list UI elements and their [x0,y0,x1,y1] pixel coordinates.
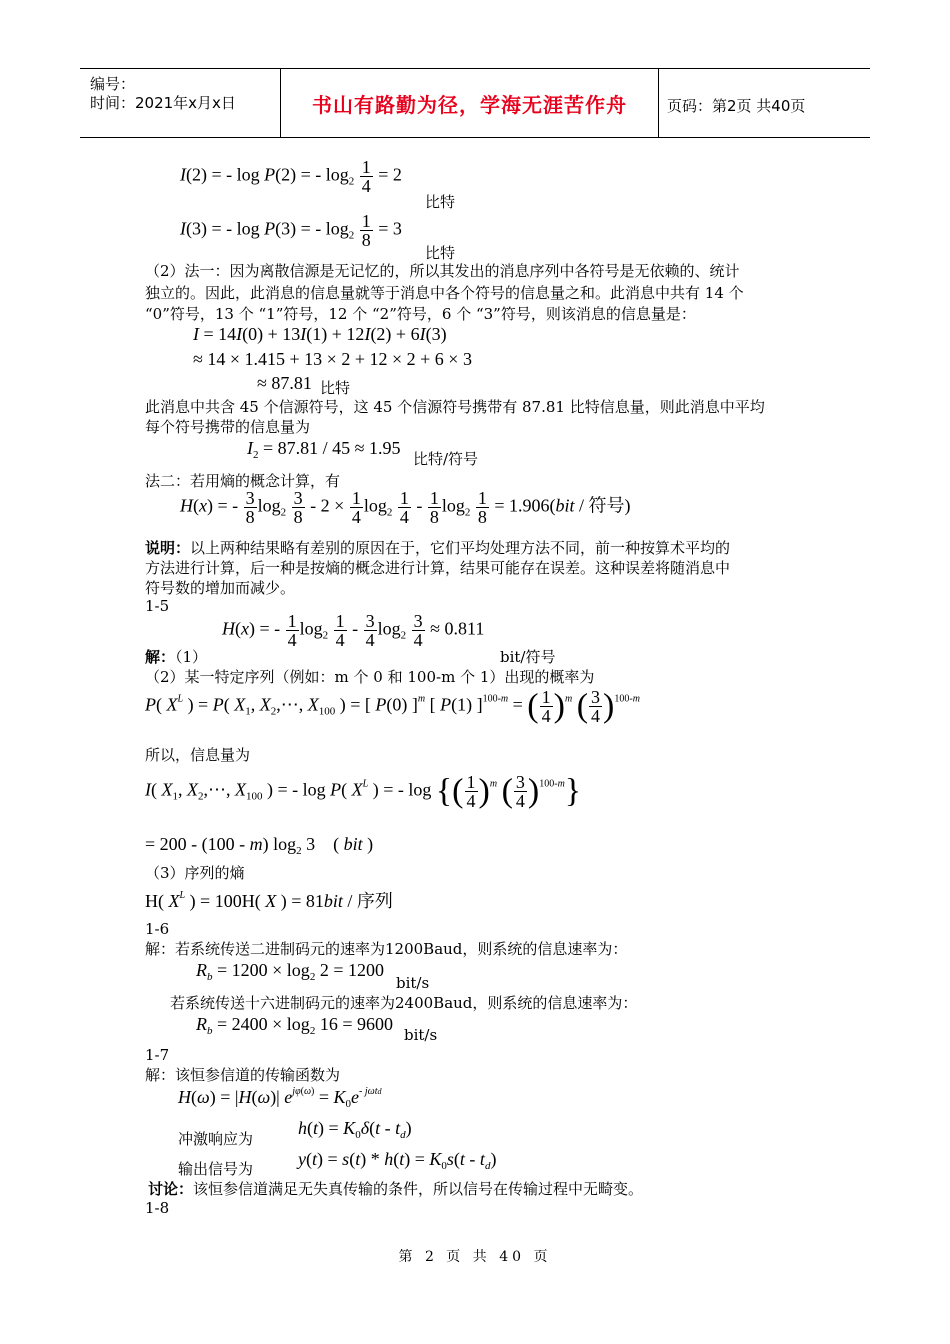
paragraph-line: （2）法一：因为离散信源是无记忆的，所以其发出的消息序列中各符号是无依赖的、统计 [145,262,740,280]
equation-entropy-15: H(x) = - $\frac{1}{4}$ $\log_2$ $\frac{1}{4}$ - $\frac{3}{4}$ $\log_2$ $\frac{3}{4}$ ≈ 0.811 [222,611,485,650]
code-label: 编号： [90,75,136,93]
note-line [145,539,730,557]
equation-total-info: I = 14I(0) + 13I(1) + 12I(2) + 6I(3) [193,324,447,344]
header-right-cell [659,69,870,137]
discussion-line [148,1180,643,1198]
section-number: 1-5 [145,597,170,615]
header-center-cell [281,69,659,137]
unit-bit-2: 比特 [425,244,456,262]
paragraph-line: 解：该恒参信道的传输函数为 [145,1066,341,1084]
equation-output-signal: $y(t) = s(t) * h(t) = K_0s(t - t_d)$ [298,1149,497,1172]
unit-bit-s-1: bit/s [396,974,430,992]
equation-sequence-info-result: = 200 - (100 - m) $\log_2 3$ ( bit ) [145,834,374,857]
discussion-text: 该恒参信道满足无失真传输的条件，所以信号在传输过程中无畸变。 [193,1180,644,1198]
note-line: 方法进行计算，后一种是按熵的概念进行计算，结果可能存在误差。这种误差将随消息中 [145,559,731,577]
equation-rate-hex: $R_b = 2400 \times \log_2 16 = 9600$ [196,1014,393,1037]
note-text: 以上两种结果略有差别的原因在于，它们平均处理方法不同，前一种按算术平均的 [190,539,731,557]
unit-bit-per-symbol: 比特/符号 [413,450,479,468]
paragraph-line: 解：若系统传送二进制码元的速率为1200Baud，则系统的信息速率为： [145,940,628,958]
paragraph-line: （3）序列的熵 [145,864,245,882]
discussion-label: 讨论： [148,1180,194,1198]
page-info: 页码：第2页 共40页 [667,97,806,115]
equation-avg-info: $I_2 = 87.81 / 45 \approx 1.95$ [247,438,401,461]
unit-bit-s-2: bit/s [404,1026,438,1044]
header-left-cell [80,69,281,137]
header-motto: 书山有路勤为径，学海无涯苦作舟 [312,93,627,117]
note-line: 符号数的增加而减少。 [145,579,296,597]
equation-rate-binary: $R_b = 1200 \times \log_2 2 = 1200$ [196,960,384,983]
note-label: 说明： [145,539,191,557]
time-label: 时间：2021年x月x日 [90,94,236,112]
paragraph-line: 独立的。因此，此消息的信息量就等于消息中各个符号的信息量之和。此消息中共有 14 个 [145,284,744,302]
page-header [80,68,870,138]
solution-part-1: （1） [175,648,208,666]
impulse-label: 冲激响应为 [178,1130,254,1148]
paragraph-line: 每个符号携带的信息量为 [145,418,311,436]
equation-transfer-function: H(ω) = |H(ω)| $e^{j\varphi(\omega)} = K_0e^{- j\omega td}$ [178,1086,382,1110]
equation-total-info-expanded: ≈ 14 × 1.415 + 13 × 2 + 12 × 2 + 6 × 3 [193,349,472,369]
page-footer: 第 2 页 共 40 页 [398,1249,552,1265]
unit-bit-1: 比特 [425,193,456,211]
section-number: 1-8 [145,1199,170,1217]
equation-sequence-prob: P( $X^L$ ) = P( $X_1$, $X_2,\cdots$, $X_{100}$ ) = [ P(0) ]$^m$ [ P(1) ]$^{100-m}$ = ( $\frac{1}{4}$ )$^m$ ( $\frac{3}{4}$ )$^{100-m}$ [145,687,640,726]
paragraph-line: （2）某一特定序列（例如：m 个 0 和 100-m 个 1）出现的概率为 [145,668,595,686]
equation-sequence-info: I( $X_1$, $X_2,\cdots$, $X_{100}$ ) = - log P( $X^L$ ) = - log {( $\frac{1}{4}$ )$^m$ ( $\frac{3}{4}$ )$^{100-m}$} [145,772,582,811]
solution-label: 解： [145,648,176,666]
equation-i3: I(3) = - log P(3) = - $\log_2$ $\frac{1}{8}$ = 3 [180,211,402,250]
solution-line [145,648,207,666]
paragraph-line: 若系统传送十六进制码元的速率为2400Baud，则系统的信息速率为： [170,994,638,1012]
paragraph-line: “0”符号，13 个 “1”符号，12 个 “2”符号，6 个 “3”符号，则该消息的信息量是： [145,305,696,323]
paragraph-line: 所以，信息量为 [145,746,251,764]
equation-sequence-entropy: H( $X^L$ ) = 100H( X ) = 81bit / 序列 [145,890,393,911]
unit-bit-symbol: bit/符号 [500,648,556,666]
unit-bit-3: 比特 [320,379,351,397]
equation-total-info-result: ≈ 87.81 [257,373,312,393]
equation-impulse-response: $h(t) = K_0\delta(t - t_d)$ [298,1118,412,1141]
output-label: 输出信号为 [178,1160,254,1178]
method-two-label: 法二：若用熵的概念计算，有 [145,472,341,490]
section-number: 1-6 [145,920,170,938]
equation-entropy: H(x) = - $\frac{3}{8}$ $\log_2$ $\frac{3}{8}$ - 2 × $\frac{1}{4}$ $\log_2$ $\frac{1}{4}$ - $\frac{1}{8}$ $\log_2$ $\frac{1}{8}$ = 1.906(bit / 符号) [180,488,631,527]
paragraph-line: 此消息中共含 45 个信源符号，这 45 个信源符号携带有 87.81 比特信息量，则此消息中平均 [145,398,765,416]
equation-i2: I(2) = - log P(2) = - $\log_2$ $\frac{1}{4}$ = 2 [180,157,402,196]
section-number: 1-7 [145,1046,170,1064]
